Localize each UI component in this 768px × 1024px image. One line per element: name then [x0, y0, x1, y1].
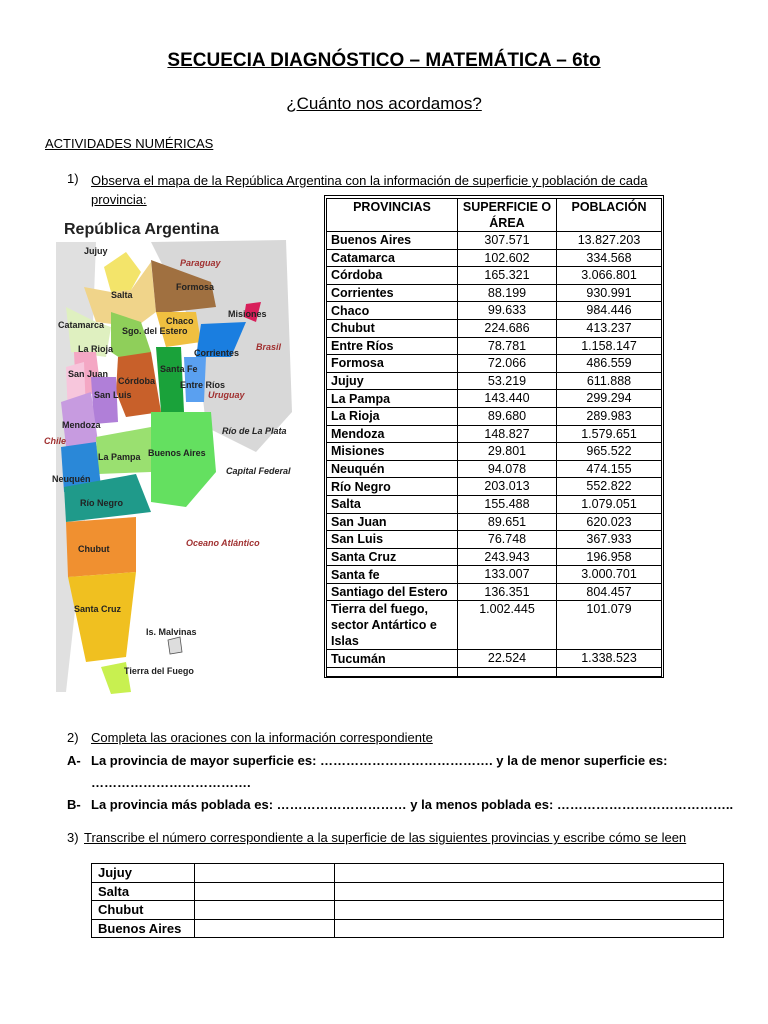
table-row — [327, 601, 662, 650]
transcribe-row — [92, 919, 724, 938]
map-label-capital-federal: Capital Federal — [226, 466, 291, 476]
table-row — [327, 355, 662, 373]
table-cell-population: 1.579.651 — [557, 425, 662, 443]
table-row — [327, 267, 662, 285]
table-row — [327, 249, 662, 267]
table-cell-province: Misiones — [327, 443, 458, 461]
table-cell-province: Mendoza — [327, 425, 458, 443]
table-cell-area: 148.827 — [458, 425, 557, 443]
table-cell-area: 88.199 — [458, 284, 557, 302]
q2-b-text: La provincia más poblada es: ………………………… y la menos poblada es: ………………………………….. — [91, 797, 734, 812]
provinces-table — [326, 198, 662, 677]
table-row — [327, 337, 662, 355]
table-cell-province: Chubut — [327, 319, 458, 337]
table-cell-area: 165.321 — [458, 267, 557, 285]
table-cell-population: 3.066.801 — [557, 267, 662, 285]
map-label-catamarca: Catamarca — [58, 320, 105, 330]
table-row — [327, 460, 662, 478]
map-label-san-luis: San Luis — [94, 390, 132, 400]
table-cell-population: 984.446 — [557, 302, 662, 320]
transcribe-province: Jujuy — [92, 864, 195, 883]
map-label-mendoza: Mendoza — [62, 420, 101, 430]
table-cell-population: 196.958 — [557, 548, 662, 566]
region-san-luis — [91, 377, 118, 424]
table-cell-empty — [458, 668, 557, 677]
q2-number: 2) — [67, 730, 79, 745]
map-label-santa-cruz: Santa Cruz — [74, 604, 122, 614]
table-cell-province: Corrientes — [327, 284, 458, 302]
table-cell-area: 76.748 — [458, 531, 557, 549]
table-cell-area: 136.351 — [458, 583, 557, 601]
table-cell-population: 334.568 — [557, 249, 662, 267]
transcribe-province: Salta — [92, 882, 195, 901]
table-header-provincias: PROVINCIAS — [327, 199, 458, 232]
table-cell-area: 53.219 — [458, 372, 557, 390]
map-label-misiones: Misiones — [228, 309, 267, 319]
table-cell-area: 143.440 — [458, 390, 557, 408]
table-cell-area: 203.013 — [458, 478, 557, 496]
transcribe-reading-cell[interactable] — [335, 864, 724, 883]
table-header-superficie: SUPERFICIE O ÁREA — [458, 199, 557, 232]
map-label-entre-rios: Entre Ríos — [180, 380, 226, 390]
table-cell-population: 3.000.701 — [557, 566, 662, 584]
q2-b-label: B- — [67, 797, 81, 812]
map-label-oceano: Oceano Atlántico — [186, 538, 260, 548]
table-row — [327, 232, 662, 250]
table-cell-province: Córdoba — [327, 267, 458, 285]
table-cell-area: 22.524 — [458, 650, 557, 668]
table-row — [327, 583, 662, 601]
map-label-formosa: Formosa — [176, 282, 215, 292]
table-row — [327, 302, 662, 320]
map-label-santa-fe: Santa Fe — [160, 364, 198, 374]
q3-number: 3) — [67, 830, 79, 845]
table-cell-province: Jujuy — [327, 372, 458, 390]
table-cell-province: Chaco — [327, 302, 458, 320]
table-cell-province: Santiago del Estero — [327, 583, 458, 601]
table-cell-area: 89.680 — [458, 407, 557, 425]
transcribe-reading-cell[interactable] — [335, 882, 724, 901]
q1-number: 1) — [67, 171, 79, 186]
table-row — [327, 372, 662, 390]
transcribe-row — [92, 864, 724, 883]
table-cell-area: 133.007 — [458, 566, 557, 584]
map-label-malvinas: Is. Malvinas — [146, 627, 197, 637]
table-cell-area: 89.651 — [458, 513, 557, 531]
transcribe-number-cell[interactable] — [195, 864, 335, 883]
map-label-uruguay: Uruguay — [208, 390, 245, 400]
table-cell-province: Tucumán — [327, 650, 458, 668]
table-row — [327, 407, 662, 425]
table-cell-province: Santa fe — [327, 566, 458, 584]
table-cell-province: Catamarca — [327, 249, 458, 267]
table-cell-area: 94.078 — [458, 460, 557, 478]
transcribe-number-cell[interactable] — [195, 919, 335, 938]
map-label-chubut: Chubut — [78, 544, 110, 554]
map-label-chaco: Chaco — [166, 316, 194, 326]
transcribe-reading-cell[interactable] — [335, 919, 724, 938]
q2-a-continuation: ………………………………. — [91, 775, 251, 790]
table-cell-population: 552.822 — [557, 478, 662, 496]
table-row — [327, 319, 662, 337]
map-label-neuquen: Neuquén — [52, 474, 91, 484]
transcribe-table — [91, 863, 724, 938]
table-cell-population: 1.158.147 — [557, 337, 662, 355]
table-cell-area: 307.571 — [458, 232, 557, 250]
map-label-rio-de-la-plata: Río de La Plata — [222, 426, 287, 436]
q2-a-label: A- — [67, 753, 81, 768]
table-row — [327, 650, 662, 668]
transcribe-number-cell[interactable] — [195, 882, 335, 901]
table-row-empty — [327, 668, 662, 677]
table-cell-population: 299.294 — [557, 390, 662, 408]
table-row — [327, 443, 662, 461]
table-cell-province: Río Negro — [327, 478, 458, 496]
table-row — [327, 566, 662, 584]
map-label-paraguay: Paraguay — [180, 258, 221, 268]
table-cell-area: 1.002.445 — [458, 601, 557, 650]
table-cell-area: 243.943 — [458, 548, 557, 566]
table-cell-province: La Rioja — [327, 407, 458, 425]
map-label-brasil: Brasil — [256, 342, 282, 352]
map-label-la-rioja: La Rioja — [78, 344, 114, 354]
map-label-rio-negro: Río Negro — [80, 498, 124, 508]
transcribe-row — [92, 882, 724, 901]
table-cell-empty — [557, 668, 662, 677]
table-cell-province: Buenos Aires — [327, 232, 458, 250]
table-cell-population: 486.559 — [557, 355, 662, 373]
q2-a-text: La provincia de mayor superficie es: …………………………………. y la de menor superficie es: — [91, 753, 668, 768]
map-label-san-juan: San Juan — [68, 369, 109, 379]
map-label-cordoba: Córdoba — [118, 376, 155, 386]
table-cell-population: 13.827.203 — [557, 232, 662, 250]
map-label-jujuy: Jujuy — [84, 246, 108, 256]
q1-text: Observa el mapa de la República Argentina con la información de superficie y población de cada provincia: — [91, 173, 648, 207]
table-cell-population: 474.155 — [557, 460, 662, 478]
table-cell-province: Formosa — [327, 355, 458, 373]
table-row — [327, 478, 662, 496]
map-label-chile: Chile — [44, 436, 67, 446]
page-title: SECUECIA DIAGNÓSTICO – MATEMÁTICA – 6to — [167, 50, 601, 71]
table-cell-population: 965.522 — [557, 443, 662, 461]
table-cell-area: 155.488 — [458, 495, 557, 513]
table-cell-population: 1.338.523 — [557, 650, 662, 668]
table-cell-population: 930.991 — [557, 284, 662, 302]
table-cell-population: 804.457 — [557, 583, 662, 601]
map-label-corrientes: Corrientes — [194, 348, 240, 358]
table-cell-area: 224.686 — [458, 319, 557, 337]
table-cell-area: 72.066 — [458, 355, 557, 373]
section-heading: ACTIVIDADES NUMÉRICAS — [45, 136, 214, 151]
map-title: República Argentina — [64, 221, 219, 238]
table-header-poblacion: POBLACIÓN — [557, 199, 662, 232]
table-cell-area: 99.633 — [458, 302, 557, 320]
table-cell-population: 367.933 — [557, 531, 662, 549]
page-subtitle: ¿Cuánto nos acordamos? — [286, 94, 482, 113]
map-label-tierra-del-fuego: Tierra del Fuego — [124, 666, 194, 676]
table-cell-population: 1.079.051 — [557, 495, 662, 513]
map-label-la-pampa: La Pampa — [98, 452, 141, 462]
table-cell-area: 78.781 — [458, 337, 557, 355]
transcribe-province: Chubut — [92, 901, 195, 920]
table-cell-province: San Luis — [327, 531, 458, 549]
provinces-table-body — [327, 232, 662, 677]
provinces-table-frame — [324, 195, 664, 678]
table-cell-population: 289.983 — [557, 407, 662, 425]
argentina-map — [44, 212, 292, 700]
table-cell-province: San Juan — [327, 513, 458, 531]
table-cell-area: 29.801 — [458, 443, 557, 461]
table-cell-population: 413.237 — [557, 319, 662, 337]
table-cell-province: Salta — [327, 495, 458, 513]
map-label-buenos-aires: Buenos Aires — [148, 448, 206, 458]
table-row — [327, 531, 662, 549]
table-cell-province: Tierra del fuego, sector Antártico e Islas — [327, 601, 458, 650]
table-cell-area: 102.602 — [458, 249, 557, 267]
table-cell-province: La Pampa — [327, 390, 458, 408]
transcribe-province: Buenos Aires — [92, 919, 195, 938]
table-row — [327, 390, 662, 408]
transcribe-table-body — [92, 864, 724, 938]
q2-text: Completa las oraciones con la información correspondiente — [91, 730, 433, 745]
table-cell-population: 611.888 — [557, 372, 662, 390]
table-cell-population: 101.079 — [557, 601, 662, 650]
map-label-salta: Salta — [111, 290, 133, 300]
transcribe-row — [92, 901, 724, 920]
table-row — [327, 548, 662, 566]
table-header-row — [327, 199, 662, 232]
table-cell-province: Neuquén — [327, 460, 458, 478]
map-label-santiago: Sgo. del Estero — [122, 326, 188, 336]
region-malvinas — [168, 637, 182, 654]
table-cell-empty — [327, 668, 458, 677]
transcribe-number-cell[interactable] — [195, 901, 335, 920]
table-row — [327, 425, 662, 443]
table-row — [327, 513, 662, 531]
transcribe-reading-cell[interactable] — [335, 901, 724, 920]
table-cell-population: 620.023 — [557, 513, 662, 531]
table-cell-province: Entre Ríos — [327, 337, 458, 355]
table-row — [327, 284, 662, 302]
table-row — [327, 495, 662, 513]
table-cell-province: Santa Cruz — [327, 548, 458, 566]
q3-text: Transcribe el número correspondiente a la superficie de las siguientes provincias y escribe cómo se leen — [84, 830, 687, 845]
